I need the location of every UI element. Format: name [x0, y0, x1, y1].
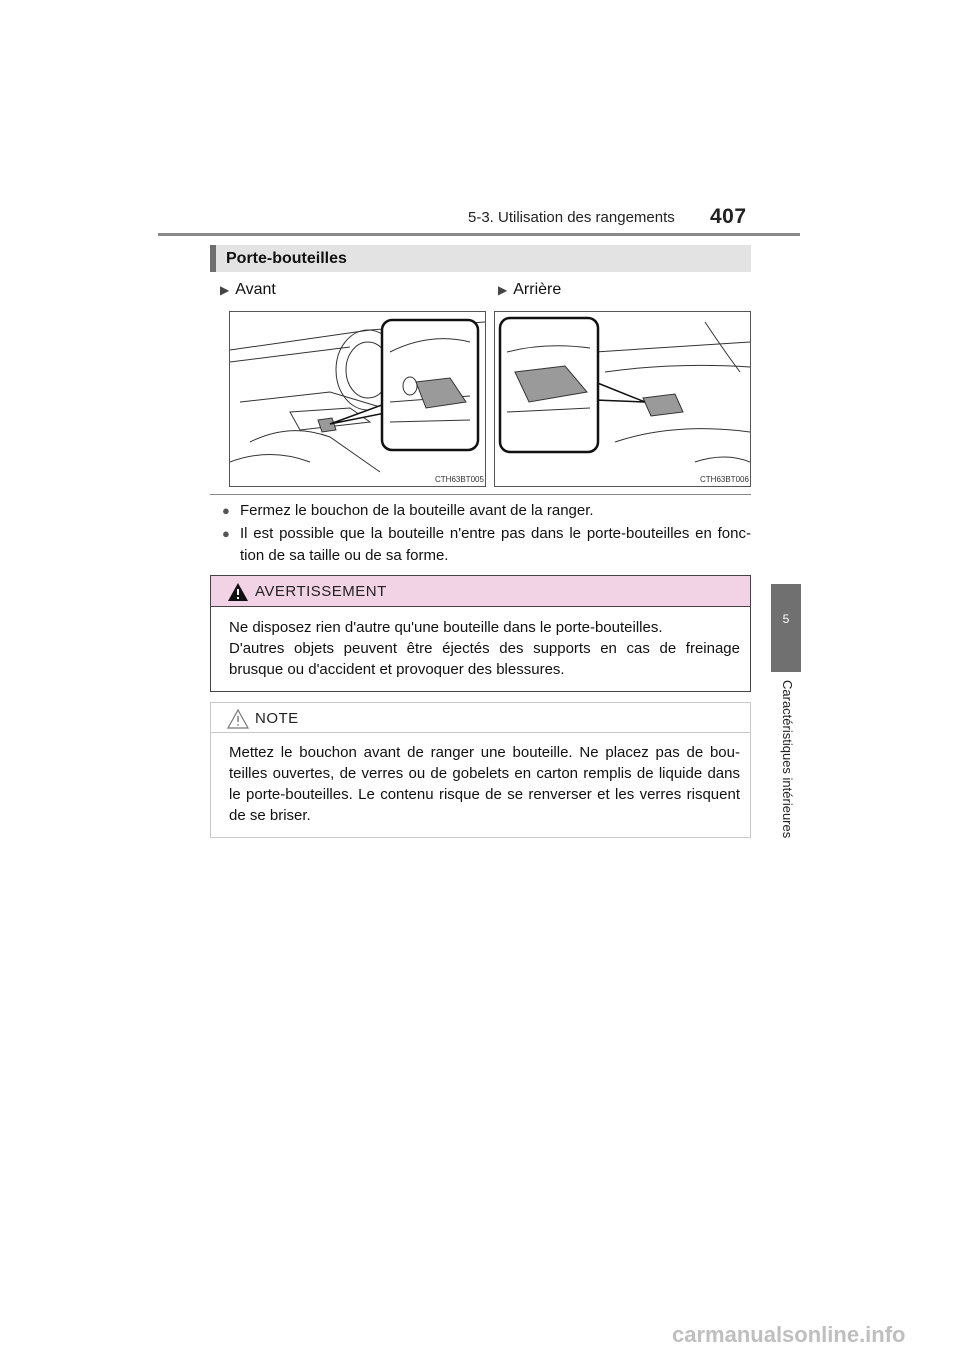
front-console-drawing: [230, 312, 485, 486]
bullet-dot-icon: ●: [222, 526, 230, 541]
bullet-dot-icon: ●: [222, 503, 230, 518]
front-figure-code: CTH63BT005: [435, 475, 484, 484]
warning-line-2: D'autres objets peuvent être éjectés des supports en cas de freinage: [229, 640, 740, 657]
warning-line-3: brusque ou d'accident et provoquer des blessures.: [229, 661, 565, 678]
bullet-text-line-1: Il est possible que la bouteille n'entre pas dans le porte-bouteilles en fonc-: [240, 525, 751, 542]
note-text: [229, 742, 740, 826]
note-line-2: teilles ouvertes, de verres ou de gobelets en carton remplis de liquide dans: [229, 765, 740, 782]
note-line-3: le porte-bouteilles. Le contenu risque de se renverser et les verres risquent: [229, 786, 740, 803]
page-number: 407: [710, 205, 747, 228]
front-bottle-holder-illustration: [229, 311, 486, 487]
warning-header: [211, 576, 750, 607]
rear-label: [498, 281, 561, 299]
front-label: [220, 281, 276, 299]
triangle-bullet-icon: ▶: [220, 283, 230, 297]
warning-line-1: Ne disposez rien d'autre qu'une bouteille dans le porte-bouteilles.: [229, 619, 663, 636]
warning-box: [210, 575, 751, 692]
note-line-1: Mettez le bouchon avant de ranger une bouteille. Ne placez pas de bou-: [229, 744, 740, 761]
header-rule: [158, 233, 800, 236]
note-box: [210, 702, 751, 838]
front-label-text: Avant: [235, 281, 276, 298]
bullet-item: [222, 523, 751, 567]
triangle-bullet-icon: ▶: [498, 283, 508, 297]
chapter-tab-number: 5: [782, 612, 790, 626]
warning-title: AVERTISSEMENT: [255, 583, 387, 600]
note-line-4: de se briser.: [229, 807, 311, 824]
note-title: NOTE: [255, 710, 299, 727]
bullet-text-line-2: tion de sa taille ou de sa forme.: [240, 547, 449, 564]
figure-separator-rule: [210, 494, 751, 495]
chapter-tab: [771, 584, 801, 672]
rear-label-text: Arrière: [513, 281, 562, 298]
rear-figure-code: CTH63BT006: [700, 475, 749, 484]
bullet-text: Fermez le bouchon de la bouteille avant de la ranger.: [240, 502, 594, 519]
section-heading: Porte-bouteilles: [210, 245, 751, 272]
caution-triangle-icon: [227, 709, 249, 729]
rear-bottle-holder-illustration: [494, 311, 751, 487]
bullet-item: [222, 500, 751, 522]
chapter-tab-label: Caractéristiques intérieures: [780, 680, 795, 839]
note-header: [211, 703, 750, 733]
warning-triangle-icon: [227, 582, 249, 602]
warning-text: [229, 617, 740, 680]
watermark: carmanualsonline.info: [672, 1322, 906, 1347]
chapter-section-title: 5-3. Utilisation des rangements: [468, 209, 675, 226]
rear-console-drawing: [495, 312, 750, 486]
